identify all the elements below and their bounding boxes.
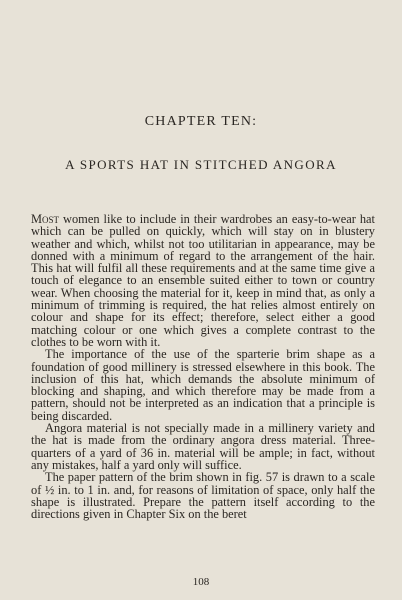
paragraph-text: women like to include in their wardrobes an easy-to-wear hat which can be pulled on quickly, which will stay on in blustery weather and which, whilst not too utilitarian in appearance, may be donned with a minimum of regard to the arrangement of the hair. This hat will fulfil all these requirements and at the same time give a touch of elegance to an ensemble suited either to town or country wear. When choosing the material for it, keep in mind that, as only a minimum of trimming is required, the hat relies almost entirely on colour and shape for its effect; therefore, select either a good matching colour or one which gives a complete contrast to the clothes to be worn with it. [31, 212, 375, 349]
paragraph-4: The paper pattern of the brim shown in fig. 57 is drawn to a scale of ½ in. to 1 in. and, for reasons of limitation of space, only half the shape is illustrated. Prepare the pattern itself according to the directions given in Chapter Six on the beret [31, 470, 375, 522]
chapter-subtitle: A SPORTS HAT IN STITCHED ANGORA [65, 157, 337, 172]
paragraph-1 [31, 213, 375, 348]
paragraph-3: Angora material is not specially made in a millinery variety and the hat is made from the ordinary angora dress material. Three-quarters of a yard of 36 in. material will be ample; in fact, without any mistakes, half a yard only will suffice. [31, 421, 375, 472]
page-number: 108 [192, 576, 210, 588]
body-text [31, 213, 375, 520]
chapter-title: CHAPTER TEN: [144, 114, 258, 129]
paragraph-2: The importance of the use of the sparterie brim shape as a foundation of good millinery is stressed elsewhere in this book. The inclusion of this hat, which demands the absolute minimum of blocking and shaping, and which therefore may be made from a pattern, should not be interpreted as an indication that a principle is being discarded. [31, 347, 375, 423]
paragraph-lead-word: Most [31, 212, 60, 226]
